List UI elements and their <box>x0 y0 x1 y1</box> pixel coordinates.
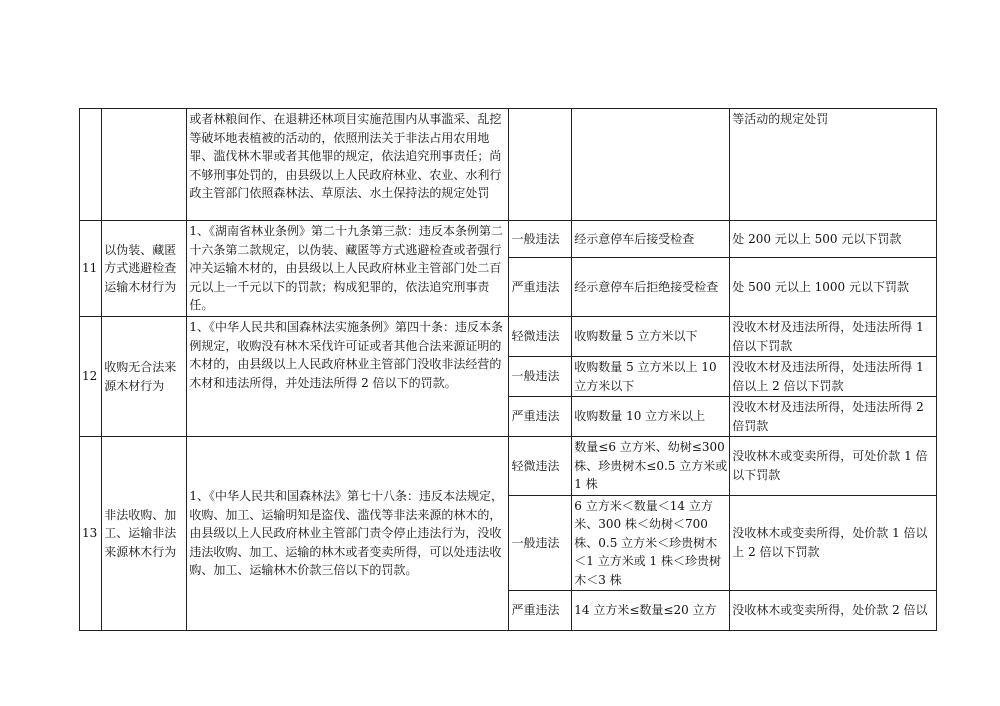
cell-violation <box>102 109 187 221</box>
cell-condition: 经示意停车后接受检查 <box>572 221 730 258</box>
cell-legal-basis: 1、《湖南省林业条例》第二十九条第三款：违反本条例第二十六条第二款规定，以伪装、藏匿等方式逃避检查或者强行冲关运输木材的，由县级以上人民政府林业主管部门处二百元以上一千元以下的罚款；构成犯罪的，依法追究刑事责任。 <box>187 221 509 317</box>
cell-violation: 收购无合法来源木材行为 <box>102 317 187 437</box>
cell-legal-basis: 或者林粮间作、在退耕还林项目实施范围内从事滥采、乱挖等破坏地表植被的活动的，依照刑法关于非法占用农用地罪、滥伐林木罪或者其他罪的规定，依法追究刑事责任；尚不够刑事处罚的，由县级以上人民政府林业、农业、水利行政主管部门依照森林法、草原法、水土保持法的规定处罚 <box>187 109 509 221</box>
cell-severity: 轻微违法 <box>509 437 572 496</box>
cell-penalty: 等活动的规定处罚 <box>730 109 937 221</box>
table-row-11 <box>80 221 937 258</box>
cell-severity: 一般违法 <box>509 357 572 397</box>
cell-penalty: 没收木材及违法所得，处违法所得 1 倍以上 2 倍以下罚款 <box>730 357 937 397</box>
cell-number: 12 <box>80 317 102 437</box>
cell-penalty: 处 200 元以上 500 元以下罚款 <box>730 221 937 258</box>
cell-condition: 收购数量 5 立方米以上 10 立方米以下 <box>572 357 730 397</box>
cell-penalty: 处 500 元以上 1000 元以下罚款 <box>730 258 937 317</box>
cell-penalty: 没收林木或变卖所得，可处价款 1 倍以下罚款 <box>730 437 937 496</box>
cell-number <box>80 109 102 221</box>
cell-violation: 非法收购、加工、运输非法来源林木行为 <box>102 437 187 631</box>
cell-condition <box>572 109 730 221</box>
cell-number: 11 <box>80 221 102 317</box>
cell-condition: 14 立方米≤数量≤20 立方 <box>572 591 730 631</box>
cell-severity: 一般违法 <box>509 495 572 591</box>
cell-condition: 数量≤6 立方米、幼树≤300 株、珍贵树木≤0.5 立方米或 1 株 <box>572 437 730 496</box>
cell-penalty: 没收林木或变卖所得，处价款 2 倍以 <box>730 591 937 631</box>
penalty-standard-table <box>79 108 937 631</box>
table-row-13 <box>80 437 937 496</box>
cell-severity: 严重违法 <box>509 258 572 317</box>
cell-penalty: 没收木材及违法所得，处违法所得 1 倍以下罚款 <box>730 317 937 357</box>
cell-condition: 经示意停车后拒绝接受检查 <box>572 258 730 317</box>
cell-severity: 严重违法 <box>509 591 572 631</box>
cell-severity <box>509 109 572 221</box>
cell-condition: 收购数量 10 立方米以上 <box>572 397 730 437</box>
cell-severity: 一般违法 <box>509 221 572 258</box>
cell-condition: 6 立方米＜数量＜14 立方米、300 株＜幼树＜700 株、0.5 立方米＜珍贵树木＜1 立方米或 1 株＜珍贵树木＜3 株 <box>572 495 730 591</box>
cell-legal-basis: 1、《中华人民共和国森林法》第七十八条：违反本法规定，收购、加工、运输明知是盗伐、滥伐等非法来源的林木的，由县级以上人民政府林业主管部门责令停止违法行为，没收违法收购、加工、运输的林木或者变卖所得，可以处违法收购、加工、运输林木价款三倍以下的罚款。 <box>187 437 509 631</box>
cell-condition: 收购数量 5 立方米以下 <box>572 317 730 357</box>
table-row-12 <box>80 317 937 357</box>
cell-severity: 轻微违法 <box>509 317 572 357</box>
cell-legal-basis: 1、《中华人民共和国森林法实施条例》第四十条：违反本条例规定，收购没有林木采伐许可证或者其他合法来源证明的木材的，由县级以上人民政府林业主管部门没收非法经营的木材和违法所得，并处违法所得 2 倍以下的罚款。 <box>187 317 509 437</box>
table-row-continuation <box>80 109 937 221</box>
cell-number: 13 <box>80 437 102 631</box>
cell-severity: 严重违法 <box>509 397 572 437</box>
cell-penalty: 没收林木或变卖所得，处价款 1 倍以上 2 倍以下罚款 <box>730 495 937 591</box>
cell-penalty: 没收木材及违法所得，处违法所得 2 倍罚款 <box>730 397 937 437</box>
cell-violation: 以伪装、藏匿方式逃避检查运输木材行为 <box>102 221 187 317</box>
